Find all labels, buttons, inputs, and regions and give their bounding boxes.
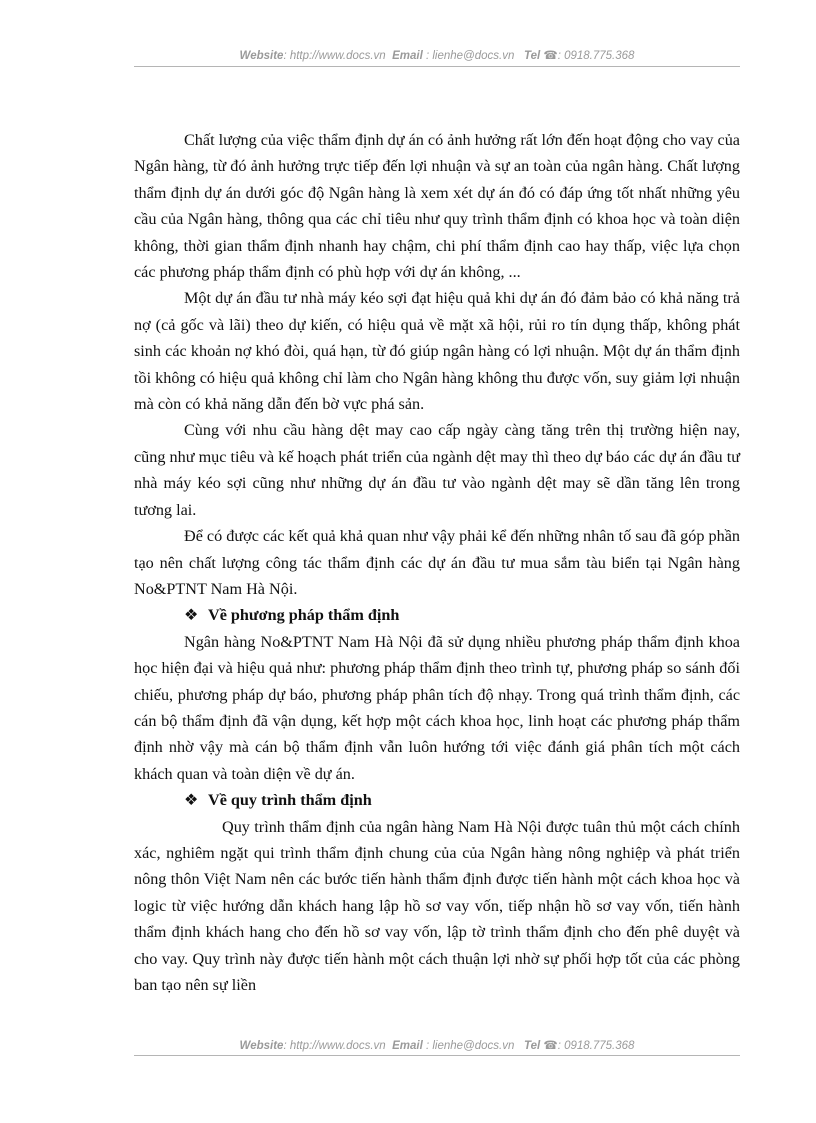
heading-appraisal-process-text: Về quy trình thẩm định	[208, 791, 372, 810]
header-email-value: : lienhe@docs.vn	[422, 50, 515, 62]
paragraph-process: Quy trình thẩm định của ngân hàng Nam Hà Nội được tuân thủ một cách chính xác, nghiêm ngặt qui trình thẩm định chung của của Ngân hàng nông nghiệp và phát triển nông thôn Việt Nam nên các bước tiến hành thẩm định được tiến hành một cách khoa học và logic từ việc hướng dẫn khách hang lập hồ sơ vay vốn, tiếp nhận hồ sơ vay vốn, tiến hành thẩm định khách hang cho đến hồ sơ vay vốn, lập tờ trình thẩm định cho đến phê duyệt và cho vay. Quy trình này được tiến hành một cách thuận lợi nhờ sự phối hợp tốt của các phòng ban tạo nên sự liền	[134, 817, 740, 994]
page-header	[134, 48, 740, 62]
phone-icon: ☎	[543, 50, 558, 62]
header-website-label: Website	[239, 50, 284, 62]
footer-tel-label: Tel	[523, 1040, 541, 1052]
header-website-value: : http://www.docs.vn	[283, 50, 386, 62]
footer-email-value: : lienhe@docs.vn	[422, 1040, 515, 1052]
diamond-bullet-icon: ❖	[184, 791, 199, 810]
heading-appraisal-methods-text: Về phương pháp thẩm định	[208, 606, 400, 625]
phone-icon: ☎	[543, 1040, 558, 1052]
paragraph-effective-project: Một dự án đầu tư nhà máy kéo sợi đạt hiệu quả khi dự án đó đảm bảo có khả năng trả nợ (cả gốc và lãi) theo dự kiến, có hiệu quả về mặt xã hội, rủi ro tín dụng thấp, không phát sinh các khoản nợ khó đòi, quá hạn, từ đó giúp ngân hàng có lợi nhuận. Một dự án thẩm định tồi không có hiệu quả không chỉ làm cho Ngân hàng không thu được vốn, suy giảm lợi nhuận mà còn có khả năng dẫn đến bờ vực phá sản.	[134, 289, 740, 414]
header-divider	[134, 66, 740, 67]
heading-appraisal-methods	[134, 602, 740, 628]
paragraph-factors: Để có được các kết quả khả quan như vậy phải kể đến những nhân tố sau đã góp phần tạo nên chất lượng công tác thẩm định các dự án đầu tư mua sắm tàu biển tại Ngân hàng No&PTNT Nam Hà Nội.	[134, 527, 740, 598]
paragraph-textile-demand: Cùng với nhu cầu hàng dệt may cao cấp ngày càng tăng trên thị trường hiện nay, cũng như mục tiêu và kế hoạch phát triển của ngành dệt may thì theo dự báo các dự án đầu tư nhà máy kéo sợi cũng như những dự án đầu tư vào ngành dệt may sẽ dần tăng lên trong tương lai.	[134, 421, 740, 519]
document-body	[134, 127, 740, 998]
header-email-label: Email	[392, 50, 423, 62]
footer-tel-value: : 0918.775.368	[557, 1040, 635, 1052]
header-tel-label: Tel	[523, 50, 541, 62]
paragraph-quality-impact: Chất lượng của việc thẩm định dự án có ảnh hưởng rất lớn đến hoạt động cho vay của Ngân hàng, từ đó ảnh hưởng trực tiếp đến lợi nhuận và sự an toàn của ngân hàng. Chất lượng thẩm định dự án dưới góc độ Ngân hàng là xem xét dự án đó có đáp ứng tốt nhất những yêu cầu của Ngân hàng, thông qua các chỉ tiêu như quy trình thẩm định có khoa học và toàn diện không, thời gian thẩm định nhanh hay chậm, chi phí thẩm định cao hay thấp, việc lựa chọn các phương pháp thẩm định có phù hợp với dự án không, ...	[134, 131, 740, 282]
page-footer	[134, 1038, 740, 1052]
footer-website-value: : http://www.docs.vn	[283, 1040, 386, 1052]
paragraph-methods: Ngân hàng No&PTNT Nam Hà Nội đã sử dụng nhiều phương pháp thẩm định khoa học hiện đại và hiệu quả như: phương pháp thẩm định theo trình tự, phương pháp so sánh đối chiếu, phương pháp dự báo, phương pháp phân tích độ nhạy. Trong quá trình thẩm định, các cán bộ thẩm định đã vận dụng, kết hợp một cách khoa học, linh hoạt các phương pháp thẩm định nhờ vậy mà cán bộ thẩm định vẫn luôn hướng tới việc đánh giá phân tích một cách khách quan và toàn diện về dự án.	[134, 632, 740, 783]
footer-website-label: Website	[239, 1040, 284, 1052]
header-tel-value: : 0918.775.368	[557, 50, 635, 62]
diamond-bullet-icon: ❖	[184, 606, 199, 625]
footer-divider	[134, 1055, 740, 1056]
footer-email-label: Email	[392, 1040, 423, 1052]
heading-appraisal-process	[134, 787, 740, 813]
